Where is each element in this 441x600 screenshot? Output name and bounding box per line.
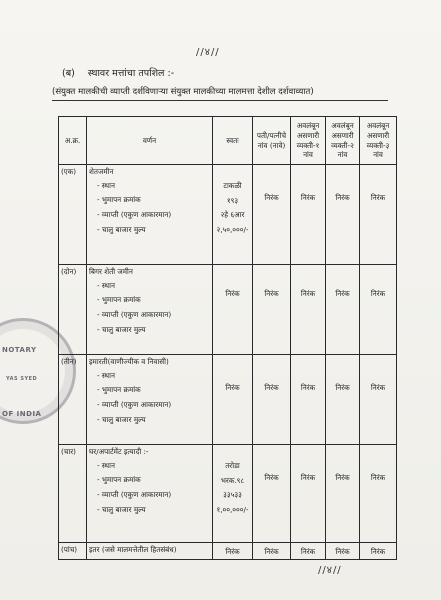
- row-dependent-1: [291, 355, 326, 445]
- table-row: [59, 265, 397, 355]
- row-line: - व्याप्ती (एकुण आकारमान): [97, 490, 172, 500]
- row-sr: (दोन): [59, 265, 87, 355]
- section-subtitle: (संयुक्त मालकीची व्याप्ती दर्शविणाऱ्या संयुक्त मालकीच्या मालमत्ता देशील दर्शवाव्यात): [52, 87, 314, 97]
- row-self: [213, 355, 253, 445]
- row-line: - भुमापन क्रमांक: [97, 195, 141, 205]
- nil-value: निरंक: [335, 193, 350, 202]
- nil-value: निरंक: [300, 383, 316, 392]
- row-dependent-3: [360, 355, 397, 445]
- row-dependent-1: [291, 165, 326, 265]
- row-self: [213, 165, 253, 265]
- row-line: - चालु बाजार मुल्य: [97, 224, 146, 234]
- row-dependent-3: [360, 445, 397, 543]
- nil-value: निरंक: [370, 473, 386, 482]
- row-line: - चालु बाजार मुल्य: [97, 504, 146, 514]
- nil-value: निरंक: [335, 383, 350, 392]
- row-dependent-3: [360, 265, 397, 355]
- row-dependent-2: [326, 543, 360, 560]
- row-dependent-1: [291, 265, 326, 355]
- table-row: [59, 355, 397, 445]
- row-title: इमारती(वाणीज्यीक व निवासी): [89, 357, 169, 366]
- nil-value: निरंक: [335, 473, 350, 482]
- stamp-text-notary: NOTARY: [2, 346, 37, 354]
- nil-value: निरंक: [264, 547, 279, 556]
- table-row: [59, 445, 397, 543]
- nil-value: निरंक: [264, 383, 279, 392]
- nil-value: निरंक: [264, 193, 279, 202]
- self-value: २हे ६आर: [220, 210, 245, 220]
- row-desc: [87, 355, 213, 445]
- subtitle-underline: [52, 100, 388, 101]
- row-title: शेतजमीन: [89, 167, 114, 176]
- row-dependent-3: [360, 543, 397, 560]
- row-line: - स्थान: [97, 370, 115, 380]
- nil-value: निरंक: [335, 289, 350, 298]
- row-line: - चालु बाजार मुल्य: [97, 414, 146, 424]
- row-spouse: [253, 165, 291, 265]
- self-value: तरोडा: [225, 461, 240, 470]
- self-value: निरंक: [225, 383, 240, 392]
- row-spouse: [253, 445, 291, 543]
- nil-value: निरंक: [370, 383, 386, 392]
- row-self: [213, 265, 253, 355]
- row-sr: (पांच): [59, 543, 87, 560]
- nil-value: निरंक: [300, 547, 316, 556]
- row-desc: [87, 445, 213, 543]
- nil-value: निरंक: [300, 193, 316, 202]
- section-letter: (ब): [62, 68, 75, 79]
- page-number-top: //४//: [196, 47, 220, 58]
- row-line: - भुमापन क्रमांक: [97, 295, 141, 305]
- self-value: ३३५३३: [223, 490, 242, 500]
- section-heading: [62, 66, 174, 79]
- row-title: बिगर शेती जमीन: [89, 267, 133, 276]
- nil-value: निरंक: [370, 289, 386, 298]
- row-dependent-3: [360, 165, 397, 265]
- row-sr: (तीन): [59, 355, 87, 445]
- nil-value: निरंक: [300, 473, 316, 482]
- row-line: - स्थान: [97, 280, 115, 290]
- header-desc: वर्णन: [87, 117, 213, 165]
- header-dependent-1: अवलंबून असणारी व्यक्ती-१ नांव: [291, 117, 326, 165]
- row-line: - चालु बाजार मुल्य: [97, 324, 146, 334]
- header-dependent-3: अवलंबून असणारी व्यक्ती-३ नांव: [360, 117, 397, 165]
- nil-value: निरंक: [264, 289, 279, 298]
- header-sr: अ.क्र.: [59, 117, 87, 165]
- row-dependent-1: [291, 543, 326, 560]
- row-line: - भुमापन क्रमांक: [97, 475, 141, 485]
- row-self: [213, 445, 253, 543]
- row-dependent-2: [326, 355, 360, 445]
- row-sr: (चार): [59, 445, 87, 543]
- header-spouse: पती/पत्नीचे नांव (नावे): [253, 117, 291, 165]
- immovable-assets-table: [58, 116, 397, 560]
- self-value: टाकळी: [223, 181, 242, 190]
- nil-value: निरंक: [335, 547, 350, 556]
- self-value: २,५०,०००/-: [216, 225, 249, 235]
- row-spouse: [253, 355, 291, 445]
- row-line: - भुमापन क्रमांक: [97, 385, 141, 395]
- row-line: - स्थान: [97, 460, 115, 470]
- table-header-row: [59, 117, 397, 165]
- row-line: - व्याप्ती (एकुण आकारमान): [97, 400, 172, 410]
- row-dependent-2: [326, 165, 360, 265]
- self-value: निरंक: [225, 289, 240, 298]
- row-sr: (एक): [59, 165, 87, 265]
- header-self: स्वतः: [213, 117, 253, 165]
- row-line: - स्थान: [97, 180, 115, 190]
- section-title: स्थावर मत्तांचा तपशिल :-: [87, 68, 175, 79]
- stamp-text-india: OF INDIA: [2, 410, 42, 418]
- row-spouse: [253, 543, 291, 560]
- self-value: निरंक: [225, 547, 240, 556]
- nil-value: निरंक: [370, 547, 386, 556]
- row-desc: [87, 265, 213, 355]
- page-number-bottom: //४//: [318, 565, 342, 576]
- stamp-text-name: YAS SYED: [6, 376, 38, 382]
- row-desc: [87, 165, 213, 265]
- row-dependent-2: [326, 445, 360, 543]
- nil-value: निरंक: [300, 289, 316, 298]
- row-title: इतर (जसे मालमत्तेतील हितसंबंध): [89, 545, 177, 554]
- table-row: [59, 165, 397, 265]
- row-self: [213, 543, 253, 560]
- row-spouse: [253, 265, 291, 355]
- self-value: भरक.९८: [220, 475, 245, 485]
- row-desc: [87, 543, 213, 560]
- nil-value: निरंक: [264, 473, 279, 482]
- self-value: १९३: [226, 195, 239, 205]
- self-value: १,००,०००/-: [216, 505, 249, 515]
- row-line: - व्याप्ती (एकुण आकारमान): [97, 210, 172, 220]
- table-row: [59, 543, 397, 560]
- row-title: घर/अपार्टमेंट इत्यादी :-: [89, 447, 149, 456]
- row-dependent-2: [326, 265, 360, 355]
- row-dependent-1: [291, 445, 326, 543]
- nil-value: निरंक: [370, 193, 386, 202]
- header-dependent-2: अवलंबून असणारी व्यक्ती-२ नांव: [326, 117, 360, 165]
- row-line: - व्याप्ती (एकुण आकारमान): [97, 310, 172, 320]
